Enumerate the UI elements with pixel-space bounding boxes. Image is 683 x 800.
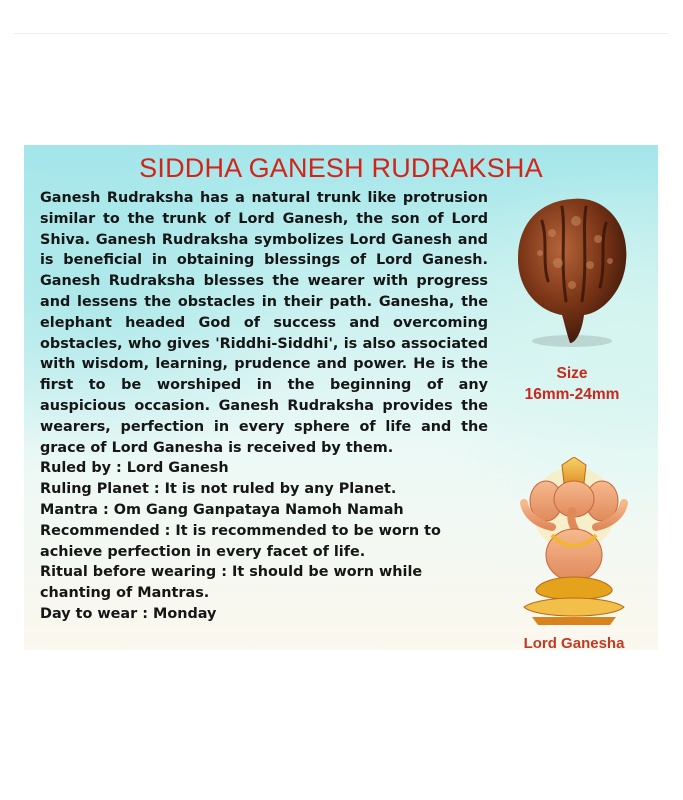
ganesha-figure-icon (512, 457, 636, 629)
ruling-planet-line: Ruling Planet : It is not ruled by any Planet. (40, 481, 397, 498)
description-paragraph: Ganesh Rudraksha has a natural trunk like protrusion similar to the trunk of Lord Ganesh, the son of Lord Shiva. Ganesh Rudraksha symbolizes Lord Ganesh and is beneficial in obtaining blessings of Lord Ganesh. Ganesh Rudraksha blesses the wearer with progress and lessens the obstacles in their path. Ganesha, the elephant headed God of success and overcoming obstacles, who gives 'Riddhi-Siddhi', is also associated with wisdom, learning, prudence and power. He is the first to be worshiped in the beginning of any auspicious occasion. Ganesh Rudraksha provides the wearers, perfection in every sphere of life and the grace of Lord Ganesha is received by them. (40, 190, 488, 456)
day-to-wear-line: Day to wear : Monday (40, 605, 217, 622)
size-label: Size (556, 365, 588, 382)
description-block (40, 188, 488, 625)
mantra-line: Mantra : Om Gang Ganpataya Namoh Namah (40, 501, 404, 518)
recommended-line-2: achieve perfection in every facet of life. (40, 543, 366, 560)
ritual-line-2: chanting of Mantras. (40, 585, 210, 602)
product-title: SIDDHA GANESH RUDRAKSHA (139, 153, 543, 183)
ruled-by-line: Ruled by : Lord Ganesh (40, 460, 229, 477)
ritual-line-1: Ritual before wearing : It should be worn while (40, 564, 423, 581)
recommended-line-1: Recommended : It is recommended to be worn to (40, 522, 441, 539)
ganesha-caption: Lord Ganesha (523, 635, 625, 650)
rudraksha-bead-icon (502, 181, 642, 361)
size-value: 16mm-24mm (524, 386, 620, 403)
lord-ganesha-image (512, 457, 636, 629)
product-info-card (24, 145, 658, 650)
top-divider (14, 33, 668, 34)
rudraksha-bead-image (502, 181, 642, 361)
